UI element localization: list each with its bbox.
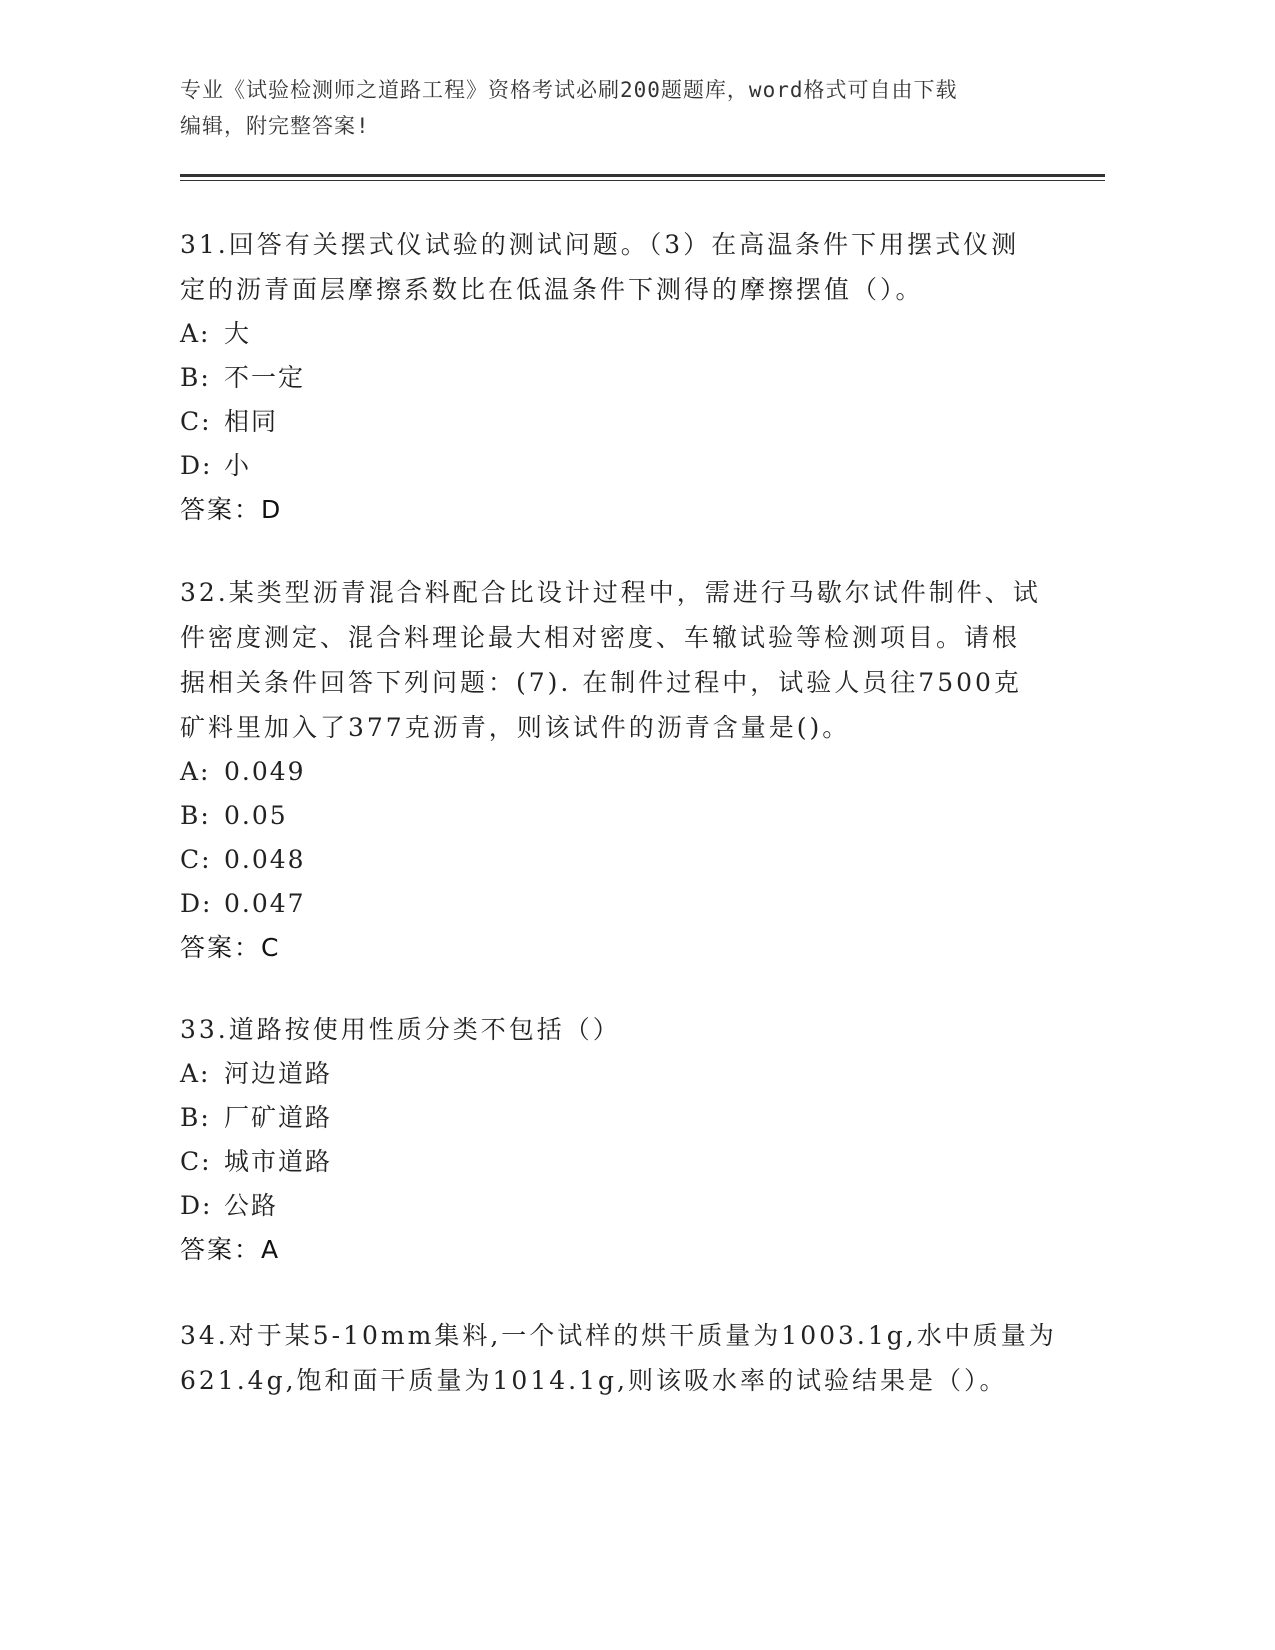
document-header — [180, 72, 1060, 144]
option-b — [180, 1096, 1060, 1140]
option-a — [180, 1052, 1060, 1096]
option-d — [180, 444, 1060, 488]
option-letter: B: — [180, 1103, 211, 1132]
option-c — [180, 400, 1060, 444]
option-d — [180, 882, 1060, 926]
option-letter: A: — [180, 757, 211, 786]
answer-line: 答案：C — [180, 933, 281, 962]
option-text: 0.048 — [224, 845, 306, 874]
option-text: 河边道路 — [224, 1059, 333, 1088]
question-31 — [180, 222, 1060, 532]
answer-line: 答案：A — [180, 1235, 281, 1264]
option-b — [180, 356, 1060, 400]
header-divider-thick — [180, 174, 1105, 177]
question-line: 定的沥青面层摩擦系数比在低温条件下测得的摩擦摆值（）。 — [180, 275, 924, 304]
option-text: 0.047 — [224, 889, 306, 918]
option-letter: D: — [180, 889, 213, 918]
question-line: 件密度测定、混合料理论最大相对密度、车辙试验等检测项目。请根 — [180, 623, 1021, 652]
option-c — [180, 1140, 1060, 1184]
option-text: 城市道路 — [224, 1147, 333, 1176]
question-line: 据相关条件回答下列问题：(7). 在制件过程中，试验人员往7500克 — [180, 668, 1022, 697]
option-letter: D: — [180, 1191, 213, 1220]
option-a — [180, 312, 1060, 356]
option-letter: A: — [180, 1059, 211, 1088]
header-divider-thin — [180, 180, 1105, 181]
option-letter: C: — [180, 845, 212, 874]
question-line: 34.对于某5-10mm集料,一个试样的烘干质量为1003.1g,水中质量为 — [180, 1321, 1057, 1350]
answer-line: 答案：D — [180, 495, 283, 524]
option-text: 厂矿道路 — [224, 1103, 333, 1132]
option-letter: C: — [180, 1147, 212, 1176]
option-letter: A: — [180, 319, 211, 348]
option-a — [180, 750, 1060, 794]
option-b — [180, 794, 1060, 838]
option-text: 0.05 — [224, 801, 288, 830]
question-line: 621.4g,饱和面干质量为1014.1g,则该吸水率的试验结果是（）。 — [180, 1366, 1008, 1395]
question-34 — [180, 1313, 1060, 1403]
question-32 — [180, 570, 1060, 970]
question-line: 31.回答有关摆式仪试验的测试问题。（3）在高温条件下用摆式仪测 — [180, 230, 1020, 259]
option-letter: B: — [180, 801, 211, 830]
option-letter: C: — [180, 407, 212, 436]
option-c — [180, 838, 1060, 882]
header-line-2: 编辑，附完整答案! — [180, 114, 370, 138]
question-line: 矿料里加入了377克沥青，则该试件的沥青含量是()。 — [180, 713, 851, 742]
option-text: 大 — [224, 319, 252, 348]
option-d — [180, 1184, 1060, 1228]
option-text: 小 — [224, 451, 252, 480]
question-33 — [180, 1007, 1060, 1272]
question-line: 32.某类型沥青混合料配合比设计过程中，需进行马歇尔试件制件、试 — [180, 578, 1041, 607]
option-text: 相同 — [224, 407, 279, 436]
question-line: 33.道路按使用性质分类不包括（） — [180, 1015, 621, 1044]
header-line-1: 专业《试验检测师之道路工程》资格考试必刷200题题库，word格式可自由下载 — [180, 78, 958, 102]
option-letter: B: — [180, 363, 211, 392]
option-text: 0.049 — [224, 757, 306, 786]
option-text: 公路 — [224, 1191, 279, 1220]
option-text: 不一定 — [224, 363, 306, 392]
option-letter: D: — [180, 451, 213, 480]
